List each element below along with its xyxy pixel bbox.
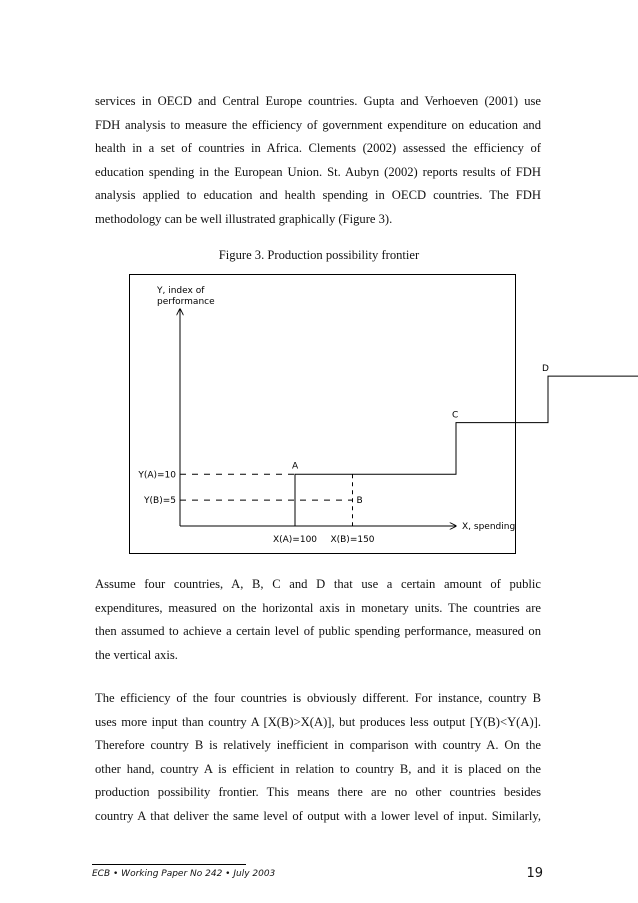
text-line: the vertical axis. <box>95 647 178 662</box>
point-label-d: D <box>542 364 549 375</box>
frontier-line <box>295 376 638 526</box>
point-label-c: C <box>452 410 459 421</box>
paragraph-assumption <box>95 573 541 667</box>
text-line: country A that deliver the same level of output with a lower level of input. Similarly, <box>95 808 541 823</box>
text-line: other hand, country A is efficient in relation to country B, and it is placed on the <box>95 761 541 776</box>
x-tick-label: X(A)=100 <box>272 535 318 545</box>
text-line: uses more input than country A [X(B)>X(A)], but produces less output [Y(B)<Y(A)]. <box>95 714 541 729</box>
footer-rule <box>92 864 246 865</box>
text-line: health in a set of countries in Africa. Clements (2002) assessed the efficiency of <box>95 141 541 155</box>
y-tick-label: Y(B)=5 <box>144 496 176 507</box>
text-line: Assume four countries, A, B, C and D that use a certain amount of public <box>95 577 541 591</box>
text-line: The efficiency of the four countries is obviously different. For instance, country B <box>95 691 541 705</box>
footer-text: ECB • Working Paper No 242 • July 2003 <box>92 869 276 879</box>
text-line: then assumed to achieve a certain level of public spending performance, measured on <box>95 624 541 638</box>
x-axis-label: X, spending <box>462 522 516 532</box>
figure-chart <box>129 274 549 554</box>
paragraph-intro <box>95 90 541 231</box>
figure-caption: Figure 3. Production possibility frontier <box>218 248 420 262</box>
text-line: analysis applied to education and health spending in OECD countries. The FDH <box>95 188 541 202</box>
y-axis-label-line2: performance <box>157 297 215 307</box>
text-line: services in OECD and Central Europe countries. Gupta and Verhoeven (2001) use <box>95 94 541 108</box>
text-line: FDH analysis to measure the efficiency of government expenditure on education and <box>95 117 541 132</box>
point-label-a: A <box>292 461 299 472</box>
text-line: Therefore country B is relatively inefficient in comparison with country A. On the <box>95 738 541 752</box>
text-line: production possibility frontier. This means there are no other countries besides <box>95 785 541 799</box>
paragraph-efficiency <box>95 687 541 828</box>
y-tick-label: Y(A)=10 <box>138 470 176 481</box>
text-line: expenditures, measured on the horizontal axis in monetary units. The countries are <box>95 600 541 615</box>
point-label-b: B <box>356 496 363 507</box>
text-line: education spending in the European Union. St. Aubyn (2002) reports results of FDH <box>95 164 541 179</box>
chart-svg <box>130 275 549 553</box>
text-line: methodology can be well illustrated graphically (Figure 3). <box>95 211 393 226</box>
x-tick-label: X(B)=150 <box>330 535 375 545</box>
y-axis-label-line1: Y, index of <box>157 286 205 296</box>
page-number: 19 <box>526 866 543 881</box>
